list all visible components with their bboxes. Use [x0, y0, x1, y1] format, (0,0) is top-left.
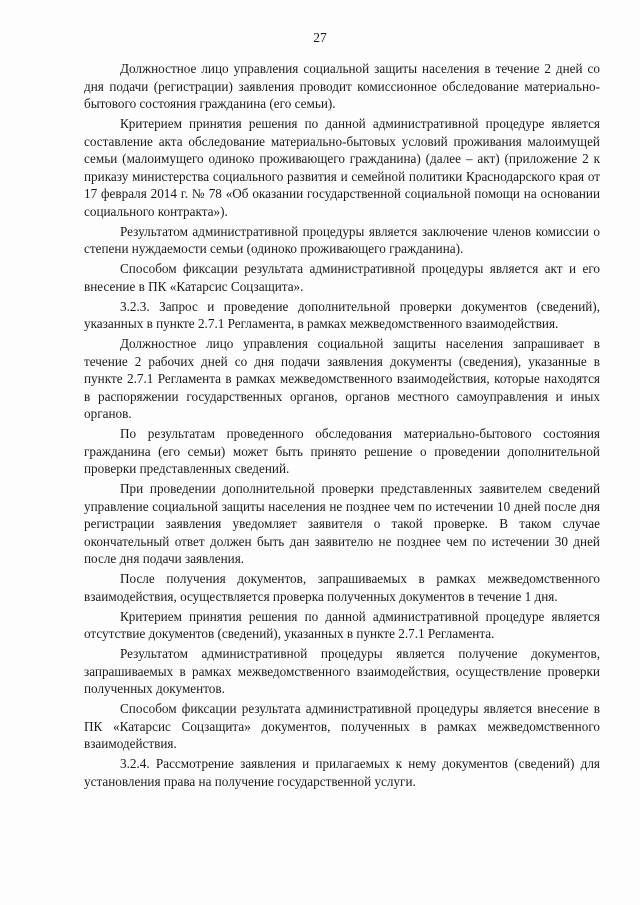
paragraph: Результатом административной процедуры является получение документов, запрашиваемых в рамках межведомственного взаимодействия, осуществление проверки полученных документов. [84, 646, 600, 696]
page-number: 27 [313, 30, 327, 45]
section-heading-3-2-4: 3.2.4. Рассмотрение заявления и прилагаемых к нему документов (сведений) для установления права на получение государственной услуги. [84, 756, 600, 789]
paragraph: Должностное лицо управления социальной защиты населения в течение 2 дней со дня подачи (регистрации) заявления проводит комиссионное обследование материально-бытового состояния гражданина (его семьи). [84, 61, 600, 111]
paragraph: Критерием принятия решения по данной административной процедуре является отсутствие документов (сведений), указанных в пункте 2.7.1 Регламента. [84, 608, 600, 641]
paragraph: Способом фиксации результата административной процедуры является внесение в ПК «Катарсис Соцзащита» документов, полученных в рамках межведомственного взаимодействия. [84, 701, 600, 751]
paragraph: Должностное лицо управления социальной защиты населения запрашивает в течение 2 рабочих дней со дня подачи заявления документы (сведения), указанные в пункте 2.7.1 Регламента в рамках межведомственного взаимодействия, которые находятся в распоряжении государственных органов, органов местного самоуправления и иных органов. [84, 336, 600, 421]
paragraph: Результатом административной процедуры является заключение членов комиссии о степени нуждаемости семьи (одиноко проживающего гражданина). [84, 223, 600, 256]
paragraph: При проведении дополнительной проверки представленных заявителем сведений управление социальной защиты населения не позднее чем по истечении 10 дней после дня регистрации заявления уведомляет заявителя о такой проверке. В таком случае окончательный ответ должен быть дан заявителю не позднее чем по истечении 30 дней после дня подачи заявления. [84, 481, 600, 566]
paragraph: По результатам проведенного обследования материально-бытового состояния гражданина (его семьи) может быть принято решение о проведении дополнительной проверки представленных сведений. [84, 426, 600, 476]
paragraph: После получения документов, запрашиваемых в рамках межведомственного взаимодействия, осуществляется проверка полученных документов в течение 1 дня. [84, 571, 600, 604]
document-body [84, 60, 600, 793]
paragraph: Способом фиксации результата административной процедуры является акт и его внесение в ПК «Катарсис Соцзащита». [84, 261, 600, 294]
section-heading-3-2-3: 3.2.3. Запрос и проведение дополнительной проверки документов (сведений), указанных в пункте 2.7.1 Регламента, в рамках межведомственного взаимодействия. [84, 298, 600, 331]
paragraph: Критерием принятия решения по данной административной процедуре является составление акта обследование материально-бытовых условий проживания малоимущей семьи (малоимущего одиноко проживающего гражданина) (далее – акт) (приложение 2 к приказу министерства социального развития и семейной политики Краснодарского края от 17 февраля 2014 г. № 78 «Об оказании государственной социальной помощи на основании социального контракта»). [84, 116, 600, 219]
